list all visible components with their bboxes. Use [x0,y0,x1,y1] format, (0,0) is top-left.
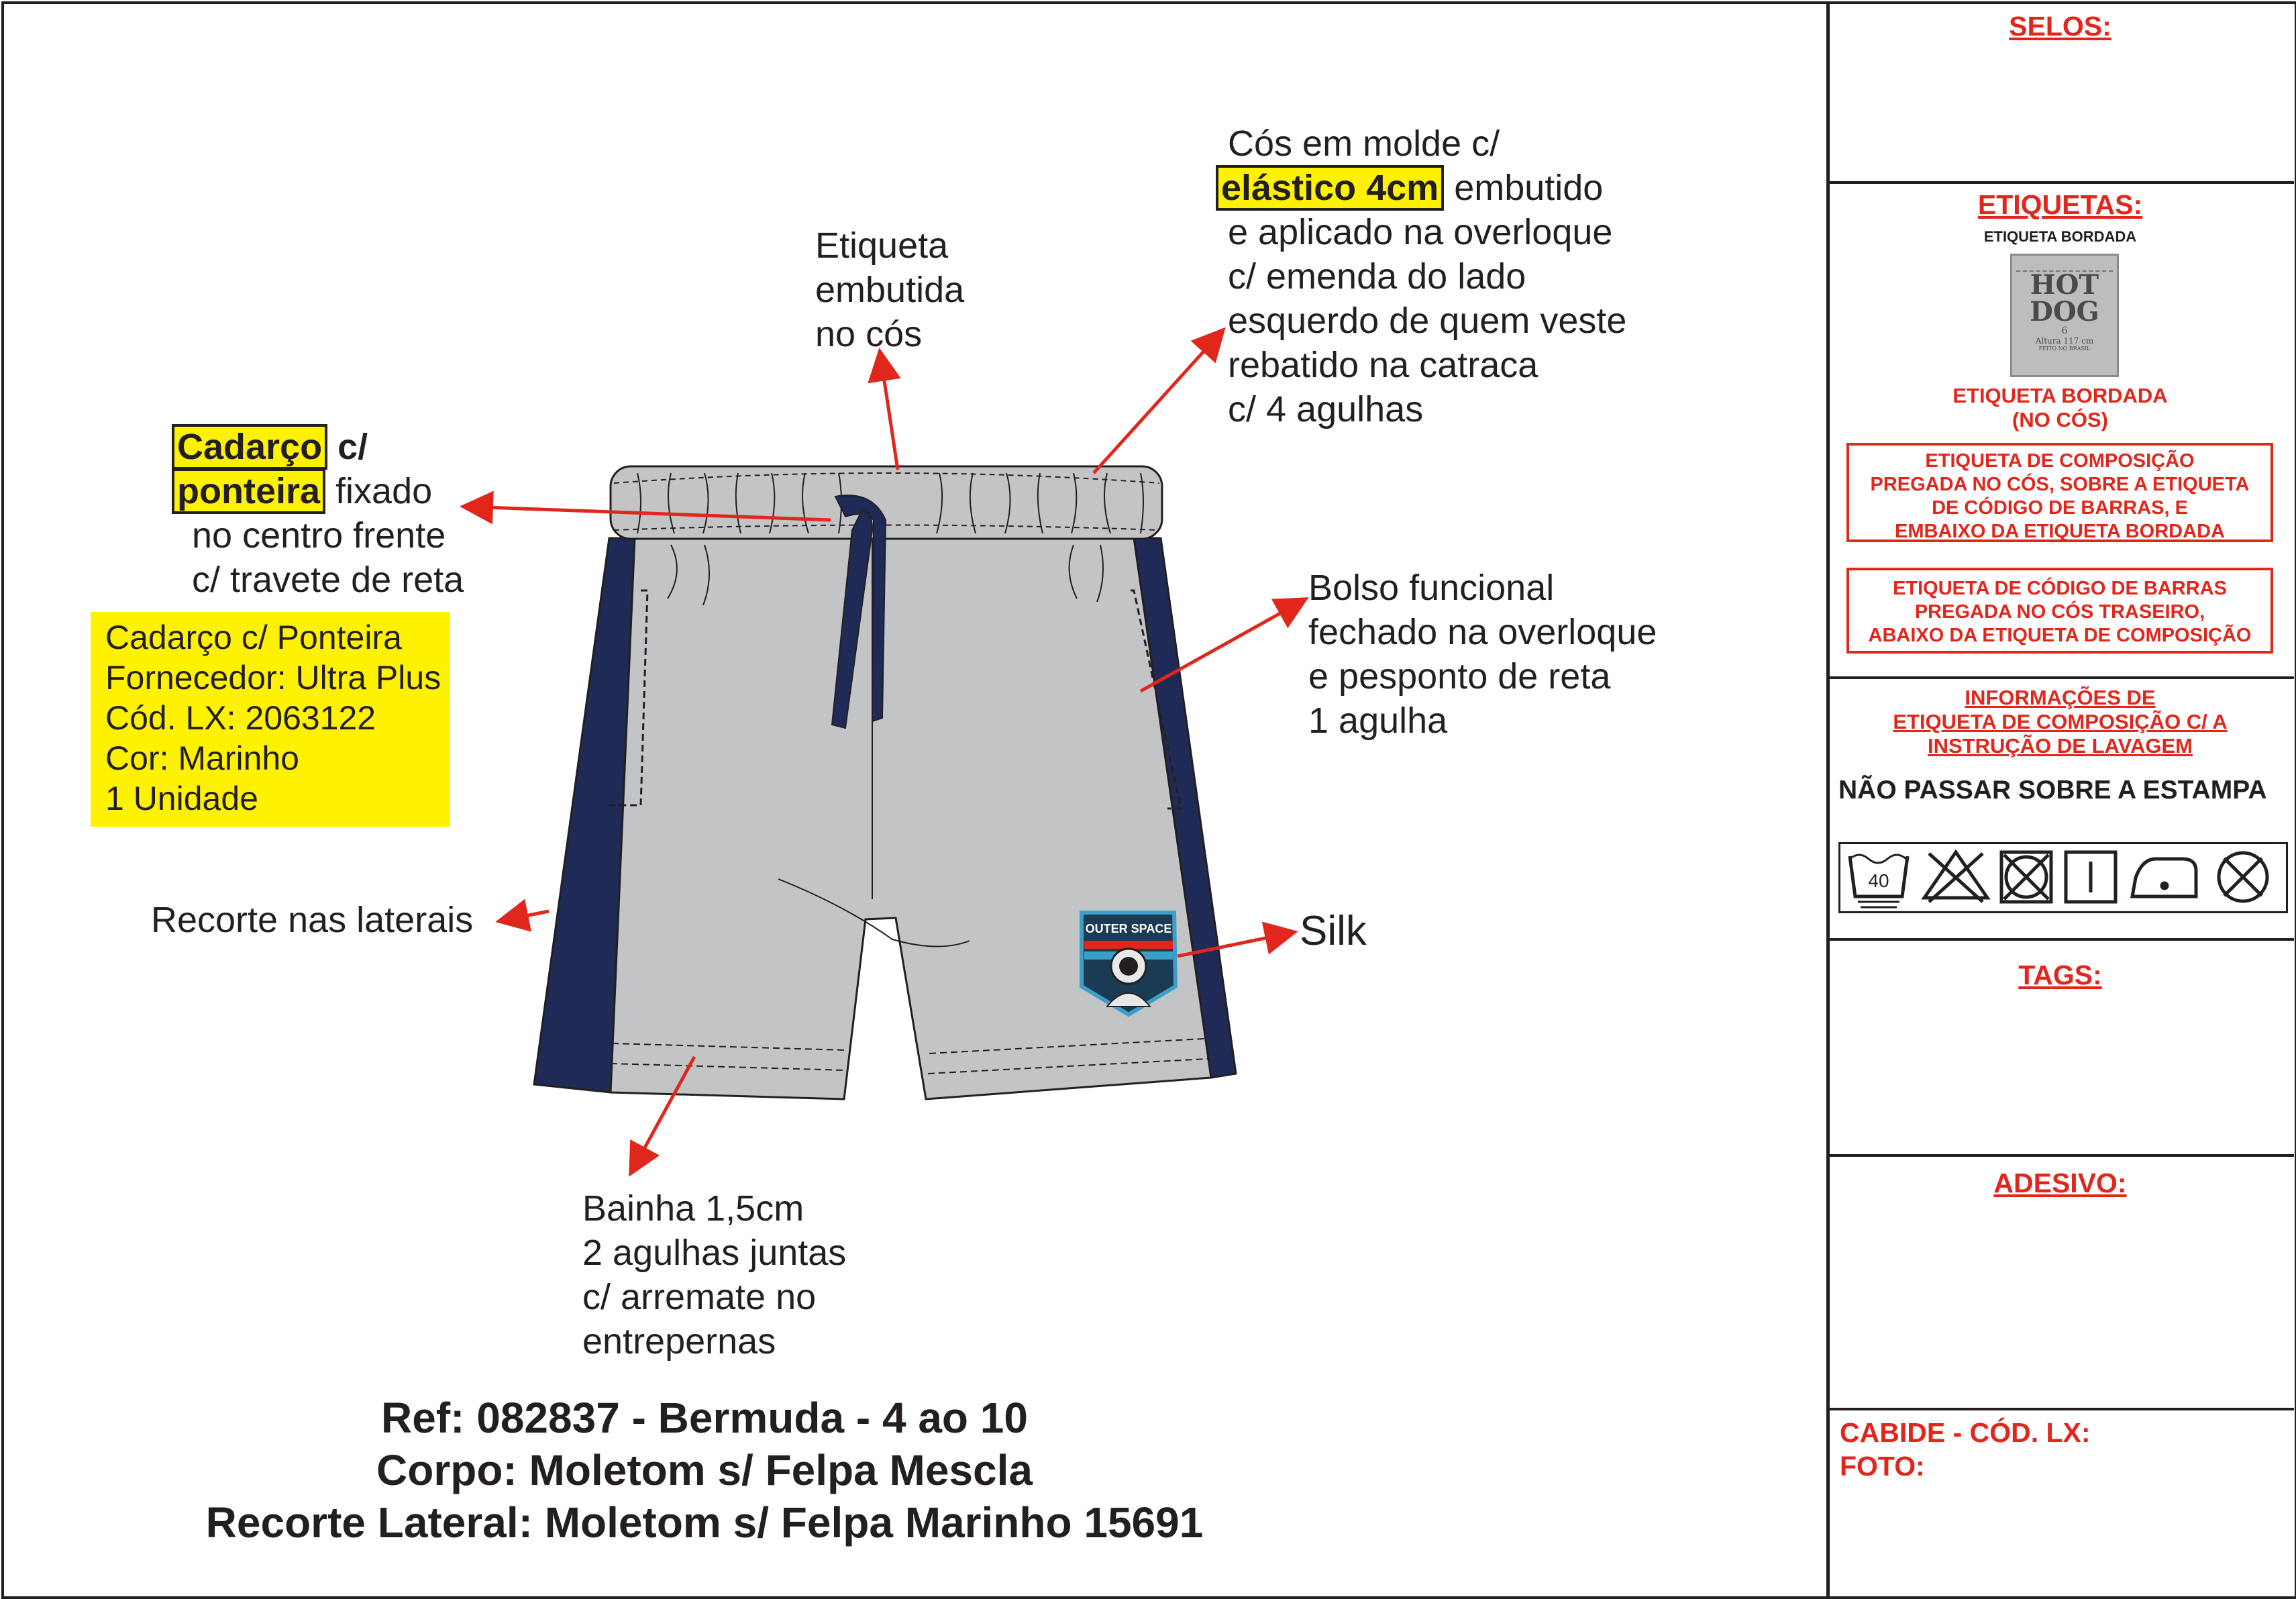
no-dry-clean-icon [2219,853,2267,901]
supplier-line: Cor: Marinho [105,739,299,777]
note-line: c/ 4 agulhas [1228,389,1424,429]
note-line: no cós [815,314,923,354]
highlight-ponteira: ponteira [172,468,325,514]
note-silk: Silk [1300,908,1367,954]
foto-label: FOTO: [1840,1451,1925,1482]
care-symbols [1840,844,2286,911]
supplier-line: Cadarço c/ Ponteira [105,619,402,656]
title-corpo: Corpo: Moletom s/ Felpa Mescla [376,1446,1033,1494]
title-recorte: Recorte Lateral: Moletom s/ Felpa Marinho 15691 [205,1498,1204,1547]
patch-text: OUTER SPACE [1085,922,1172,935]
note-line [172,425,464,469]
info-title-line: INFORMAÇÕES DE [1965,686,2156,709]
note-line: e aplicado na overloque [1228,212,1613,252]
brand-label-size: 6 [2061,325,2068,336]
wash-temp: 40 [1868,870,1889,891]
caption-line: (NO CÓS) [2012,408,2108,431]
note-recorte: Recorte nas laterais [151,900,474,940]
note-line-rest: c/ [327,427,368,467]
note-line [1216,166,1626,210]
brand-label-line1: HOT [2030,269,2099,301]
box-line: DE CÓDIGO DE BARRAS, E [1932,497,2188,519]
box-line: EMBAIXO DA ETIQUETA BORDADA [1895,521,2225,542]
note-line: fechado na overloque [1308,612,1657,652]
caption-line: ETIQUETA BORDADA [1952,384,2168,407]
note-line: 1 agulha [1308,701,1448,741]
box-line: PREGADA NO CÓS, SOBRE A ETIQUETA [1870,474,2250,495]
note-bolso [1308,566,1657,743]
note-line: entrepernas [582,1321,776,1361]
note-line: c/ arremate no [582,1277,817,1317]
divider-adesivo [1826,1408,2294,1410]
supplier-line: Cód. LX: 2063122 [105,699,376,737]
box-line: ABAIXO DA ETIQUETA DE COMPOSIÇÃO [1868,625,2252,646]
no-bleach-icon [1924,852,1987,902]
note-bainha [582,1186,846,1363]
info-title-line: ETIQUETA DE COMPOSIÇÃO C/ A [1893,710,2228,733]
tags-title: TAGS: [2018,960,2102,990]
note-cos [1221,121,1627,431]
brand-label-origin: FEITO NO BRASIL [2038,346,2091,352]
page-title [0,1392,1409,1549]
no-tumble-dry-icon [2001,852,2051,902]
selos-title: SELOS: [2009,11,2111,42]
info-title [1826,686,2294,758]
box-line: PREGADA NO CÓS TRASEIRO, [1914,601,2205,623]
note-line: Bainha 1,5cm [582,1188,804,1229]
note-line-rest: embutido [1444,168,1604,208]
note-line: 2 agulhas juntas [582,1233,847,1273]
highlight-elastico: elástico 4cm [1216,165,1444,211]
cabide-block [1840,1416,2091,1483]
divider-tags [1826,1154,2294,1157]
cabide-label: CABIDE - CÓD. LX: [1840,1417,2091,1448]
box-line: ETIQUETA DE CÓDIGO DE BARRAS [1893,578,2227,599]
note-line: no centro frente [192,515,446,556]
supplier-box [91,612,450,827]
brand-label-thumbnail [2010,254,2119,377]
note-line: e pesponto de reta [1308,656,1611,697]
info-title-line: INSTRUÇÃO DE LAVAGEM [1928,734,2193,758]
note-line: c/ emenda do lado [1228,256,1526,297]
brand-label-height: Altura 117 cm [2035,336,2094,346]
note-etiqueta-embutida [815,223,964,356]
supplier-line: Fornecedor: Ultra Plus [105,659,441,697]
etiquetas-title: ETIQUETAS: [1977,189,2143,220]
brand-label-line2: DOG [2030,296,2099,327]
note-cadarco [172,425,464,602]
note-line: Etiqueta [815,225,949,266]
note-line-rest: fixado [325,471,433,511]
highlight-cadarco: Cadarço [172,424,327,470]
iron-icon [2132,859,2196,896]
note-line: Bolso funcional [1308,568,1555,608]
note-line: c/ travete de reta [192,560,464,600]
note-line: Cós em molde c/ [1228,123,1500,164]
divider-etiquetas [1826,676,2294,679]
etiqueta-bordada-caption [1826,384,2294,432]
line-dry-icon [2066,852,2116,902]
etiqueta-bordada-small: ETIQUETA BORDADA [1983,228,2137,245]
note-line: embutida [815,270,965,310]
note-line: esquerdo de quem veste [1228,301,1627,341]
divider-selos [1826,181,2294,184]
divider-info [1826,938,2294,941]
note-line: rebatido na catraca [1228,345,1538,385]
barras-box [1846,568,2273,654]
title-ref: Ref: 082837 - Bermuda - 4 ao 10 [381,1394,1028,1442]
box-line: ETIQUETA DE COMPOSIÇÃO [1925,450,2195,472]
supplier-line: 1 Unidade [105,780,258,817]
adesivo-title: ADESIVO: [1993,1168,2127,1198]
note-line [172,469,464,513]
care-warning: NÃO PASSAR SOBRE A ESTAMPA [1838,776,2267,805]
care-symbols-row [1838,842,2288,913]
composicao-box [1846,443,2273,542]
